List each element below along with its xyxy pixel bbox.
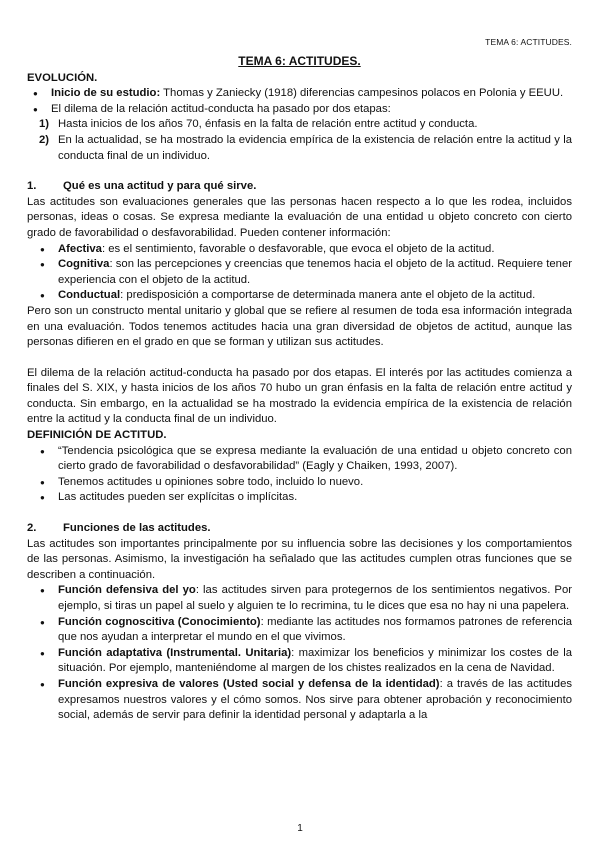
- section-heading-2: [27, 521, 572, 537]
- section-heading-1: [27, 179, 572, 195]
- list-item-text: : son las percepciones y creencias que tenemos hacia el objeto de la actitud. Requiere tener experiencia con el objeto de la actitud.: [58, 258, 572, 286]
- section-number: 1.: [27, 180, 37, 193]
- list-item: [27, 102, 572, 118]
- page-body: [27, 54, 572, 724]
- bold-term: Afectiva: [58, 242, 102, 255]
- page-number: 1: [297, 823, 303, 834]
- list-item: ● Tenemos actitudes u opiniones sobre todo, incluido lo nuevo.: [27, 475, 572, 491]
- bold-term: Función cognoscitiva (Conocimiento): [58, 615, 261, 628]
- list-item: [27, 242, 572, 258]
- list-item-text: : predisposición a comportarse de determinada manera ante el objeto de la actitud.: [120, 289, 536, 302]
- section-number: 2.: [27, 522, 37, 535]
- item-number: 2): [39, 133, 50, 146]
- list-item: [27, 257, 572, 288]
- paragraph: Pero son un constructo mental unitario y global que se refiere al resumen de toda esa información integrada en una evaluación. Todos tenemos actitudes hacia una gran diversidad de objetos de actitud, aunque las personas difieren en el grado en que se forman y utilizan sus actitudes.: [27, 304, 572, 349]
- list-item: [27, 615, 572, 646]
- list-item-text: El dilema de la relación actitud-conducta ha pasado por dos etapas:: [51, 102, 391, 115]
- evolucion-list: [27, 86, 572, 117]
- bold-term: Cognitiva: [58, 258, 110, 271]
- document-title: TEMA 6: ACTITUDES.: [238, 54, 361, 68]
- list-item-text: : las actitudes sirven para protegernos de los sentimientos negativos. Por ejemplo, si tiras un papel al suelo y alguien te lo recrimina, tu le dices que esa no hay ni una papelera.: [58, 584, 573, 612]
- list-item: ● Las actitudes pueden ser explícitas o implícitas.: [27, 490, 572, 506]
- bold-term: Función defensiva del yo: [58, 584, 196, 597]
- section-title: Funciones de las actitudes.: [63, 522, 211, 535]
- numbered-item: [27, 133, 572, 164]
- list-item: [27, 583, 572, 614]
- bold-term: Inicio de su estudio:: [51, 87, 161, 100]
- list-item-text: En la actualidad, se ha mostrado la evidencia empírica de la existencia de relación entre la actitud y la conducta final de un individuo.: [58, 133, 572, 162]
- list-item: [27, 677, 572, 724]
- definicion-list: [27, 444, 572, 506]
- list-item-text: : es el sentimiento, favorable o desfavorable, que evoca el objeto de la actitud.: [101, 242, 495, 255]
- bold-term: Función expresiva de valores (Usted social y defensa de la identidad): [58, 677, 440, 690]
- numbered-item: [27, 117, 572, 133]
- item-number: 1): [39, 118, 50, 131]
- list-item: ● “Tendencia psicológica que se expresa mediante la evaluación de una entidad u objeto concreto con cierto grado de favorabilidad o desfavorabilidad” (Eagly y Chaiken, 1993, 2007).: [27, 444, 572, 475]
- section-heading-definicion: DEFINICIÓN DE ACTITUD.: [27, 429, 167, 442]
- list-item-text: : a través de las actitudes expresamos nuestros valores y el cómo somos. Nos sirve para obtener aprobación y reconocimiento social, además de servir para definir la identidad personal y adaptarla a la: [58, 677, 573, 722]
- list-item: [27, 288, 572, 304]
- section-title: Qué es una actitud y para qué sirve.: [63, 180, 257, 193]
- funciones-list: [27, 583, 572, 723]
- list-item-text: : mediante las actitudes nos formamos patrones de referencia que nos ayudan a interpretar el mundo en el que vivimos.: [58, 615, 572, 644]
- paragraph: El dilema de la relación actitud-conducta ha pasado por dos etapas. El interés por las actitudes comienza a finales del S. XIX, y hasta inicios de los años 70 hubo un gran énfasis en la falta de relación entre actitud y conducta. Sin embargo, en la actualidad se ha mostrado la evidencia empírica de la existencia de relación entre la actitud y la conducta final de un individuo.: [27, 366, 572, 426]
- paragraph: Las actitudes son importantes principalmente por su influencia sobre las decisiones y los comportamientos de las personas. Asimismo, la investigación ha señalado que las actitudes cumplen otras funciones que se describen a continuación.: [27, 537, 572, 581]
- components-list: [27, 242, 572, 304]
- paragraph: Las actitudes son evaluaciones generales que las personas hacen respecto a lo que les rodea, incluidos personas, ideas o cosas. Se expresa mediante la evaluación de una entidad u objeto concreto con cierto grado de favorabilidad o desfavorabilidad. Pueden contener información:: [27, 195, 572, 239]
- list-item-text: Hasta inicios de los años 70, énfasis en la falta de relación entre actitud y conducta.: [58, 118, 478, 131]
- section-heading-evolucion: EVOLUCIÓN.: [27, 71, 98, 84]
- list-item: [27, 86, 572, 102]
- list-item: [27, 646, 572, 677]
- running-header: TEMA 6: ACTITUDES.: [485, 37, 572, 47]
- bold-term: Función adaptativa (Instrumental. Unitaria): [58, 646, 292, 659]
- etapas-list: [27, 117, 572, 164]
- list-item-text: Thomas y Zaniecky (1918) diferencias campesinos polacos en Polonia y EEUU.: [160, 87, 564, 100]
- bold-term: Conductual: [58, 289, 121, 302]
- list-item-text: : maximizar los beneficios y minimizar los costes de la situación. Por ejemplo, manteniéndome al margen de los chistes realizados en la cena de Navidad.: [58, 646, 572, 675]
